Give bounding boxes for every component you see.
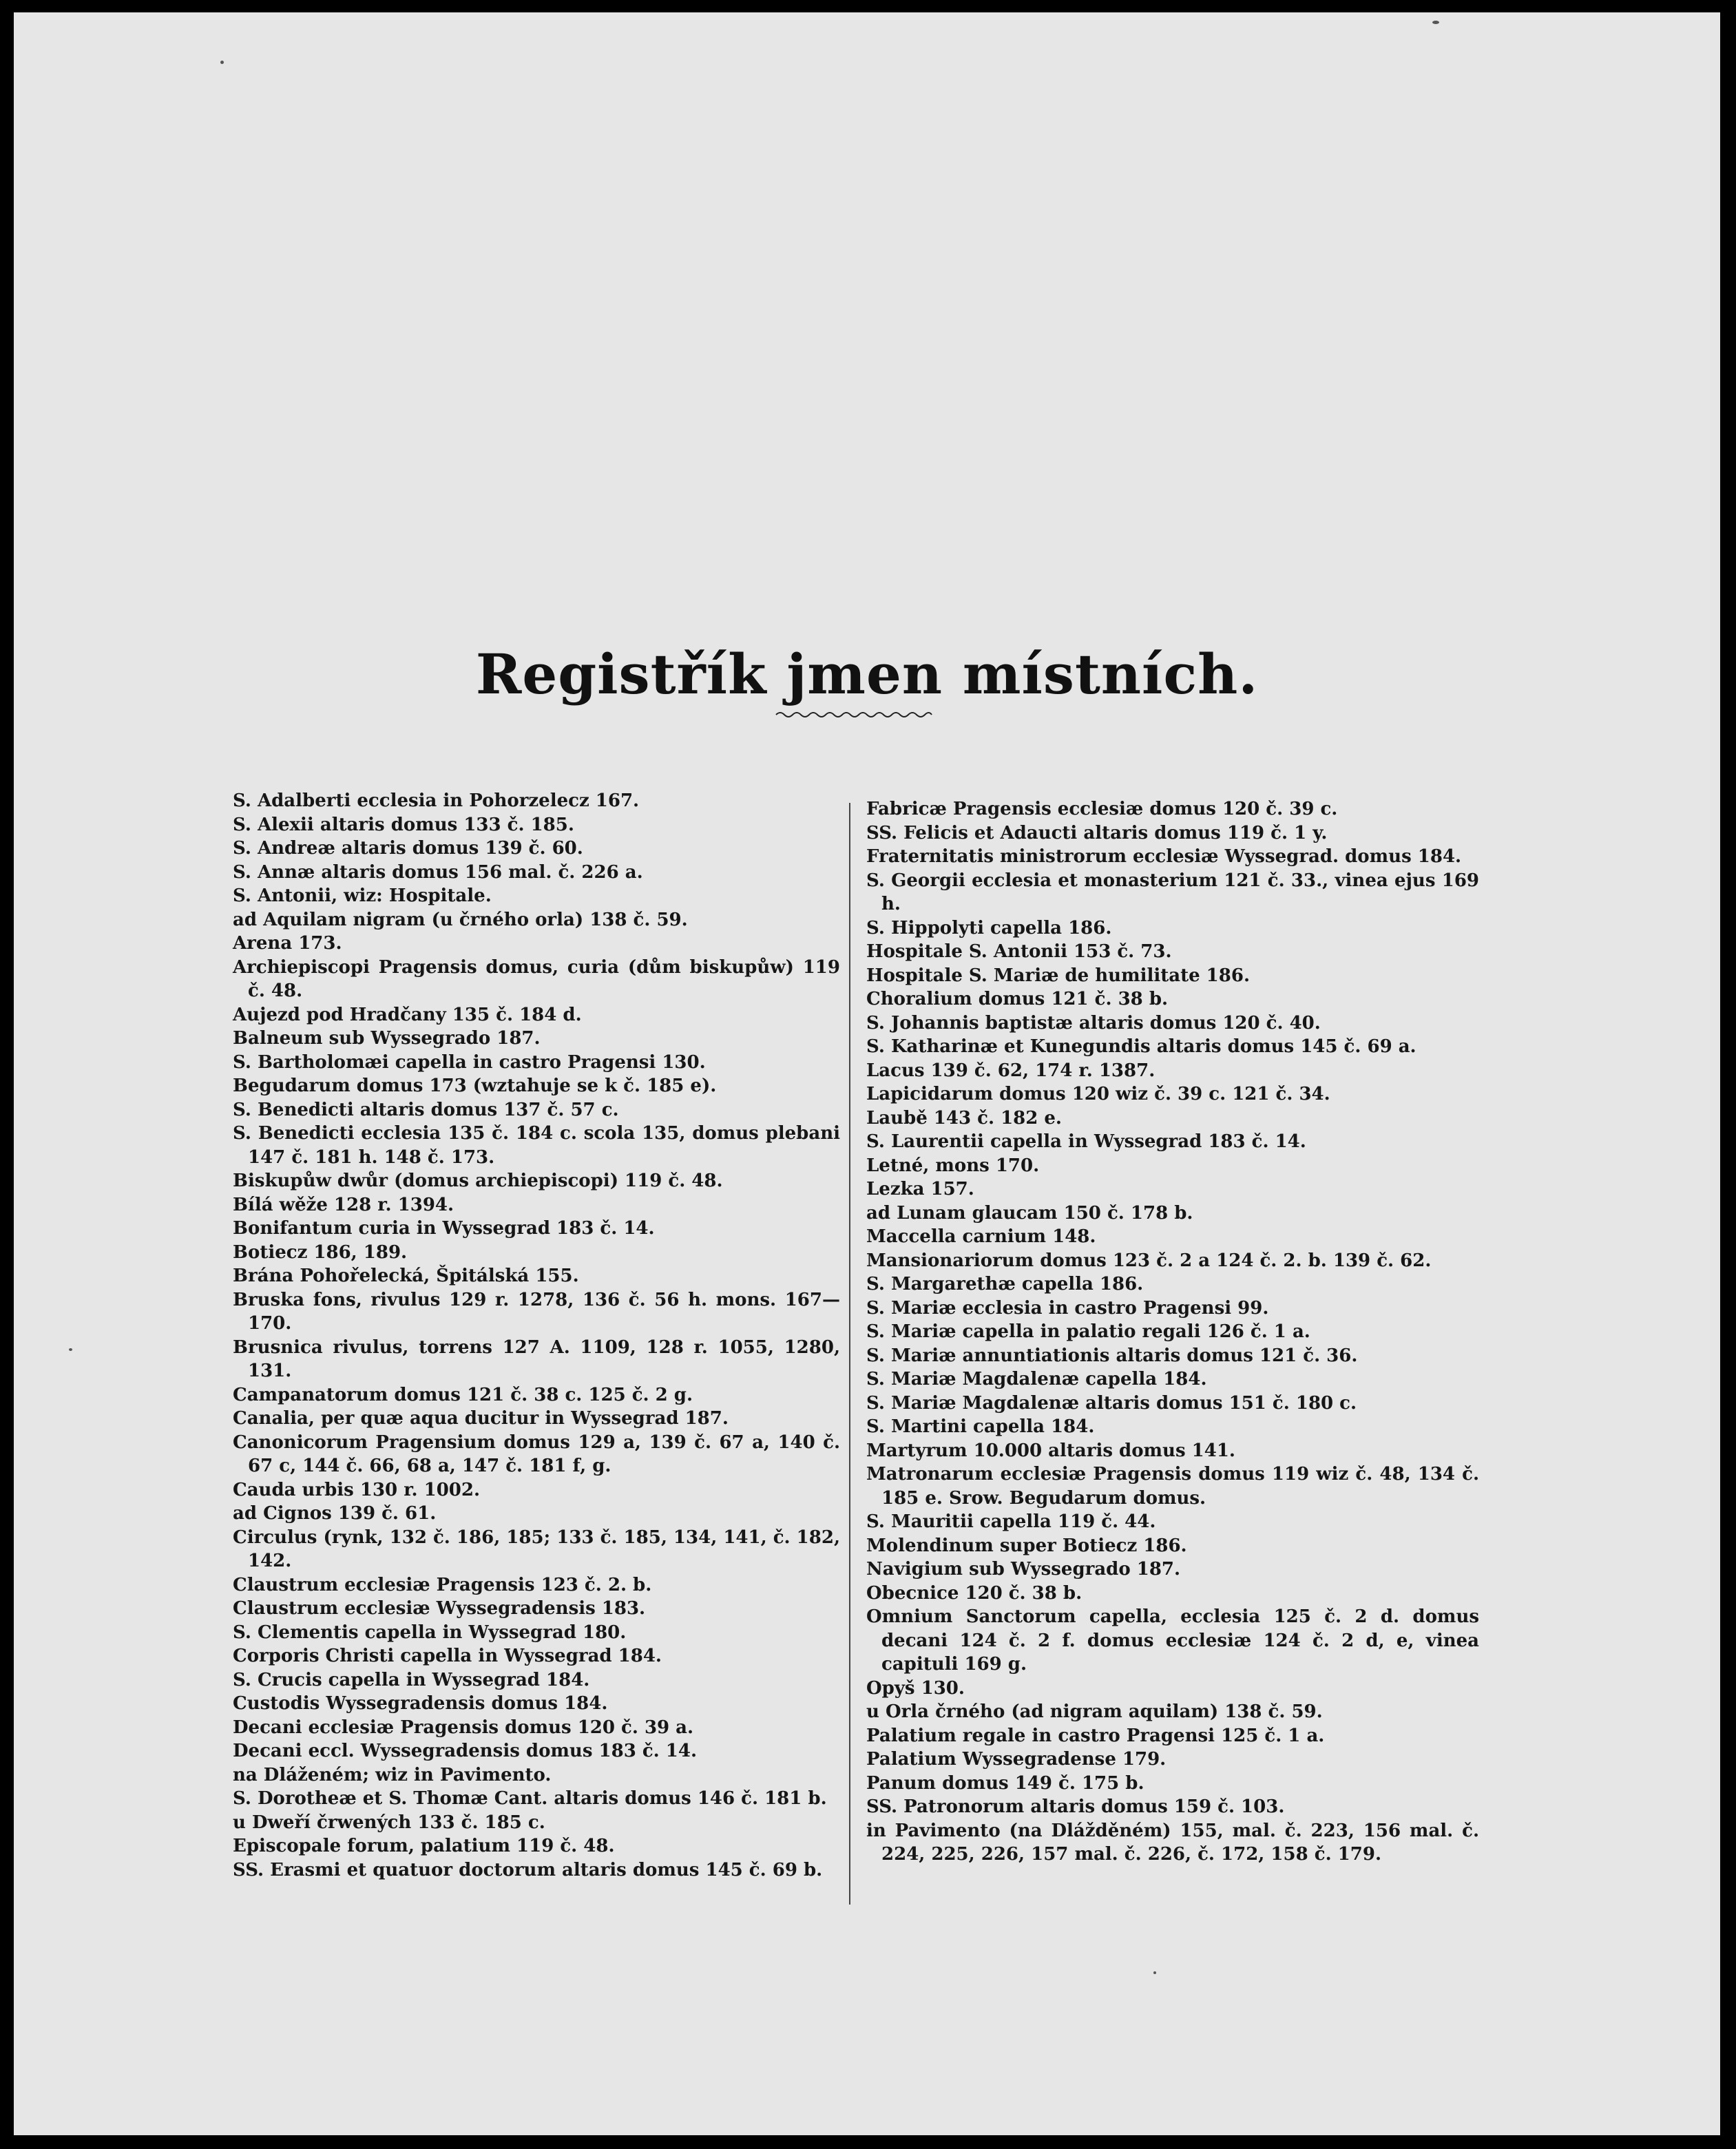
index-entry: Fraternitatis ministrorum ecclesiæ Wyssegrad. domus 184. bbox=[866, 846, 1462, 867]
index-entry: Brána Pohořelecká, Špitálská 155. bbox=[233, 1266, 579, 1286]
index-entry: S. Adalberti ecclesia in Pohorzelecz 167. bbox=[233, 790, 640, 811]
index-left-column bbox=[233, 789, 840, 1882]
index-entry: Hospitale S. Antonii 153 č. 73. bbox=[866, 941, 1172, 962]
scan-speck bbox=[69, 1348, 72, 1351]
index-entry: ad Cignos 139 č. 61. bbox=[233, 1503, 437, 1524]
index-entry: Molendinum super Botiecz 186. bbox=[866, 1535, 1187, 1556]
index-entry: Obecnice 120 č. 38 b. bbox=[866, 1582, 1083, 1604]
index-entry: Begudarum domus 173 (wztahuje se k č. 185 e). bbox=[233, 1076, 717, 1096]
page-title: Registřík jmen místních. bbox=[475, 641, 1259, 706]
index-entry: SS. Erasmi et quatuor doctorum altaris domus 145 č. 69 b. bbox=[233, 1859, 823, 1880]
index-entry: S. Crucis capella in Wyssegrad 184. bbox=[233, 1669, 590, 1690]
index-entry: Balneum sub Wyssegrado 187. bbox=[233, 1028, 541, 1049]
index-entry: S. Mariæ annuntiationis altaris domus 121 č. 36. bbox=[866, 1345, 1358, 1366]
index-entry: S. Benedicti ecclesia 135 č. 184 c. scola 135, domus plebani 147 č. 181 h. 148 č. 173. bbox=[233, 1123, 840, 1168]
index-entry: S. Katharinæ et Kunegundis altaris domus 145 č. 69 a. bbox=[866, 1036, 1416, 1057]
scan-speck bbox=[1153, 1971, 1156, 1974]
index-entry: Navigium sub Wyssegrado 187. bbox=[866, 1559, 1181, 1580]
index-entry: Opyš 130. bbox=[866, 1677, 965, 1699]
index-entry: Lacus 139 č. 62, 174 r. 1387. bbox=[866, 1060, 1155, 1081]
index-entry: S. Mariæ Magdalenæ altaris domus 151 č. 180 c. bbox=[866, 1392, 1357, 1414]
index-entry: ad Lunam glaucam 150 č. 178 b. bbox=[866, 1202, 1193, 1224]
index-entry: Custodis Wyssegradensis domus 184. bbox=[233, 1693, 608, 1714]
index-entry: Brusnica rivulus, torrens 127 A. 1109, 128 r. 1055, 1280, 131. bbox=[233, 1336, 840, 1381]
scan-speck bbox=[220, 61, 224, 64]
index-entry: S. Martini capella 184. bbox=[866, 1416, 1095, 1437]
index-entry: u Dweří črwených 133 č. 185 c. bbox=[233, 1812, 545, 1833]
index-entry: Lezka 157. bbox=[866, 1179, 974, 1199]
index-entry: Canonicorum Pragensium domus 129 a, 139 č. 67 a, 140 č. 67 c, 144 č. 66, 68 a, 147 č. 181 f, g. bbox=[233, 1432, 840, 1476]
index-entry: Cauda urbis 130 r. 1002. bbox=[233, 1479, 481, 1500]
index-entry: Claustrum ecclesiæ Wyssegradensis 183. bbox=[233, 1598, 646, 1619]
index-entry: Omnium Sanctorum capella, ecclesia 125 č. 2 d. domus decani 124 č. 2 f. domus ecclesiæ 124 č. 2 d, e, vinea capituli 169 g. bbox=[866, 1606, 1479, 1675]
index-entry: S. Alexii altaris domus 133 č. 185. bbox=[233, 814, 574, 835]
index-entry: S. Annæ altaris domus 156 mal. č. 226 a. bbox=[233, 861, 643, 883]
scan-speck bbox=[1432, 21, 1439, 24]
index-entry: Fabricæ Pragensis ecclesiæ domus 120 č. 39 c. bbox=[866, 799, 1338, 819]
index-entry: Palatium regale in castro Pragensi 125 č. 1 a. bbox=[866, 1725, 1325, 1746]
index-entry: Bílá wěže 128 r. 1394. bbox=[233, 1194, 454, 1215]
index-entry: Botiecz 186, 189. bbox=[233, 1241, 408, 1263]
index-entry: Decani ecclesiæ Pragensis domus 120 č. 39 a. bbox=[233, 1717, 694, 1738]
title-flourish bbox=[775, 708, 933, 722]
scanned-page bbox=[14, 12, 1720, 2135]
index-entry: na Dláženém; wiz in Pavimento. bbox=[233, 1764, 552, 1785]
index-entry: S. Andreæ altaris domus 139 č. 60. bbox=[233, 838, 583, 859]
index-entry: Arena 173. bbox=[233, 933, 342, 954]
index-entry: Bonifantum curia in Wyssegrad 183 č. 14. bbox=[233, 1218, 655, 1239]
index-entry: S. Antonii, wiz: Hospitale. bbox=[233, 885, 492, 906]
index-entry: SS. Patronorum altaris domus 159 č. 103. bbox=[866, 1796, 1285, 1817]
index-entry: Panum domus 149 č. 175 b. bbox=[866, 1772, 1144, 1794]
index-entry: Canalia, per quæ aqua ducitur in Wyssegrad 187. bbox=[233, 1408, 729, 1429]
index-entry: Claustrum ecclesiæ Pragensis 123 č. 2. b. bbox=[233, 1574, 652, 1595]
index-entry: Aujezd pod Hradčany 135 č. 184 d. bbox=[233, 1004, 582, 1025]
index-entry: Biskupůw dwůr (domus archiepiscopi) 119 č. 48. bbox=[233, 1171, 723, 1191]
index-entry: S. Dorotheæ et S. Thomæ Cant. altaris domus 146 č. 181 b. bbox=[233, 1788, 827, 1809]
index-entry: Matronarum ecclesiæ Pragensis domus 119 wiz č. 48, 134 č. 185 e. Srow. Begudarum domus. bbox=[866, 1464, 1479, 1509]
index-entry: S. Laurentii capella in Wyssegrad 183 č. 14. bbox=[866, 1131, 1306, 1152]
index-entry: Choralium domus 121 č. 38 b. bbox=[866, 989, 1169, 1009]
index-entry: Palatium Wyssegradense 179. bbox=[866, 1749, 1167, 1770]
index-entry: Campanatorum domus 121 č. 38 c. 125 č. 2 g. bbox=[233, 1384, 693, 1405]
index-entry: in Pavimento (na Dlážděném) 155, mal. č. 223, 156 mal. č. 224, 225, 226, 157 mal. č. 226, č. 172, 158 č. 179. bbox=[866, 1820, 1479, 1865]
index-entry: S. Benedicti altaris domus 137 č. 57 c. bbox=[233, 1099, 619, 1120]
index-entry: u Orla črného (ad nigram aquilam) 138 č. 59. bbox=[866, 1701, 1323, 1722]
index-entry: Lapicidarum domus 120 wiz č. 39 c. 121 č. 34. bbox=[866, 1084, 1330, 1104]
index-entry: S. Bartholomæi capella in castro Pragensi 130. bbox=[233, 1051, 706, 1073]
index-entry: S. Johannis baptistæ altaris domus 120 č. 40. bbox=[866, 1012, 1321, 1034]
index-entry: S. Margarethæ capella 186. bbox=[866, 1274, 1144, 1294]
index-entry: ad Aquilam nigram (u črného orla) 138 č. 59. bbox=[233, 909, 688, 930]
index-entry: Hospitale S. Mariæ de humilitate 186. bbox=[866, 965, 1250, 986]
index-entry: S. Hippolyti capella 186. bbox=[866, 917, 1112, 939]
index-entry: S. Mariæ capella in palatio regali 126 č. 1 a. bbox=[866, 1321, 1310, 1342]
index-entry: Laubě 143 č. 182 e. bbox=[866, 1107, 1062, 1129]
index-entry: Archiepiscopi Pragensis domus, curia (dům biskupůw) 119 č. 48. bbox=[233, 956, 840, 1001]
column-divider bbox=[849, 803, 850, 1905]
index-entry: S. Georgii ecclesia et monasterium 121 č. 33., vinea ejus 169 h. bbox=[866, 870, 1479, 914]
index-entry: S. Mariæ ecclesia in castro Pragensi 99. bbox=[866, 1297, 1269, 1319]
index-entry: Corporis Christi capella in Wyssegrad 184. bbox=[233, 1646, 662, 1666]
index-entry: Bruska fons, rivulus 129 r. 1278, 136 č. 56 h. mons. 167—170. bbox=[233, 1289, 840, 1334]
index-entry: Mansionariorum domus 123 č. 2 a 124 č. 2. b. 139 č. 62. bbox=[866, 1250, 1432, 1271]
index-entry: S. Mariæ Magdalenæ capella 184. bbox=[866, 1369, 1207, 1390]
index-right-column bbox=[866, 797, 1479, 1867]
index-entry: S. Clementis capella in Wyssegrad 180. bbox=[233, 1622, 627, 1643]
index-entry: S. Mauritii capella 119 č. 44. bbox=[866, 1511, 1156, 1532]
index-entry: Episcopale forum, palatium 119 č. 48. bbox=[233, 1836, 615, 1856]
index-entry: Decani eccl. Wyssegradensis domus 183 č. 14. bbox=[233, 1741, 698, 1761]
index-entry: SS. Felicis et Adaucti altaris domus 119 č. 1 y. bbox=[866, 822, 1328, 843]
index-entry: Maccella carnium 148. bbox=[866, 1226, 1096, 1247]
index-entry: Martyrum 10.000 altaris domus 141. bbox=[866, 1440, 1235, 1461]
index-entry: Letné, mons 170. bbox=[866, 1155, 1040, 1176]
index-entry: Circulus (rynk, 132 č. 186, 185; 133 č. 185, 134, 141, č. 182, 142. bbox=[233, 1527, 840, 1571]
